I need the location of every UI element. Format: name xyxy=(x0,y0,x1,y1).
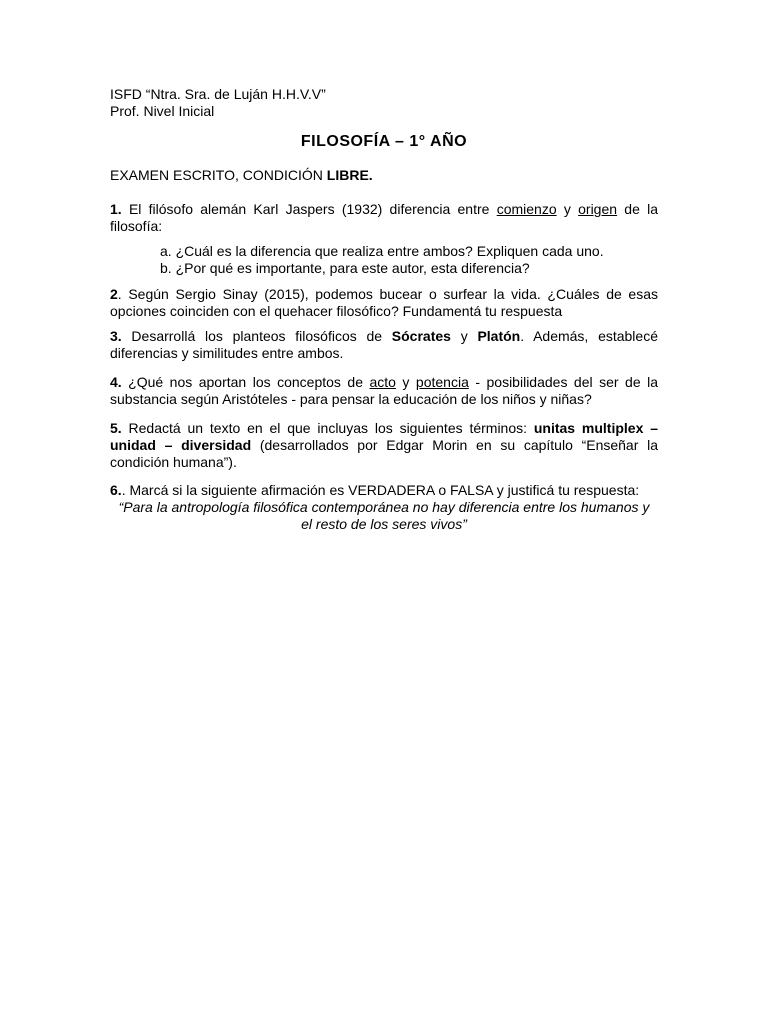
question-number: 4. xyxy=(110,374,122,390)
question-text: - posibilidades del ser de la substancia según Aristóteles - para pensar la educación de los niños y niñas? xyxy=(110,374,658,407)
question-text: ¿Qué nos aportan los conceptos de xyxy=(121,374,370,390)
question-3 xyxy=(110,328,658,362)
question-text: Redactá un texto en el que incluyas los siguientes términos: xyxy=(121,420,534,436)
exam-condition: LIBRE. xyxy=(326,167,373,183)
term-comienzo: comienzo xyxy=(496,201,557,217)
term-socrates: Sócrates xyxy=(391,328,451,344)
term-potencia: potencia xyxy=(415,374,469,390)
question-1-item-a: a. ¿Cuál es la diferencia que realiza entre ambos? Expliquen cada uno. xyxy=(160,243,604,259)
institution-line: ISFD “Ntra. Sra. de Luján H.H.V.V” xyxy=(110,86,326,102)
page-title: FILOSOFÍA – 1° AÑO xyxy=(300,133,468,150)
term-unitas-multiplex: unitas multiplex – unidad – diversidad xyxy=(110,420,658,453)
exam-condition-line xyxy=(110,167,658,184)
question-text: . Marcá si la siguiente afirmación es VERDADERA o FALSA y justificá tu respuesta: xyxy=(121,482,640,498)
question-text: de la filosofía: xyxy=(110,201,659,234)
question-1-item-b: b. ¿Por qué es importante, para este autor, esta diferencia? xyxy=(160,260,530,276)
question-2 xyxy=(110,286,658,320)
question-text: Desarrollá los planteos filosóficos de xyxy=(121,328,392,344)
question-number: 6. xyxy=(110,482,122,498)
question-4 xyxy=(110,374,658,408)
question-number: 1. xyxy=(110,201,122,217)
term-acto: acto xyxy=(369,374,396,390)
question-5 xyxy=(110,420,658,471)
question-6 xyxy=(110,482,658,499)
quote xyxy=(110,499,658,533)
question-text: y xyxy=(450,328,478,344)
question-text: El filósofo alemán Karl Jaspers (1932) diferencia entre xyxy=(121,201,497,217)
question-1 xyxy=(110,201,658,235)
question-text: . Según Sergio Sinay (2015), podemos bucear o surfear la vida. ¿Cuáles de esas opciones coinciden con el quehacer filosófico? Fundamentá tu respuesta xyxy=(110,286,658,319)
exam-type: EXAMEN ESCRITO, CONDICIÓN xyxy=(110,167,327,183)
question-number: 3. xyxy=(110,328,122,344)
question-number: 5. xyxy=(110,420,122,436)
question-text: y xyxy=(395,374,416,390)
term-platon: Platón xyxy=(477,328,521,344)
question-text: (desarrollados por Edgar Morin en su capítulo “Enseñar la condición humana”). xyxy=(110,437,658,470)
quote-line-1: “Para la antropología filosófica contemporánea no hay diferencia entre los humanos y xyxy=(118,499,650,515)
question-number: 2 xyxy=(110,286,118,302)
term-origen: origen xyxy=(578,201,618,217)
header xyxy=(110,86,658,120)
question-text: y xyxy=(556,201,579,217)
quote-line-2: el resto de los seres vivos” xyxy=(301,516,467,532)
question-text: . Además, establecé diferencias y similitudes entre ambos. xyxy=(110,328,658,361)
program-line: Prof. Nivel Inicial xyxy=(110,103,215,119)
